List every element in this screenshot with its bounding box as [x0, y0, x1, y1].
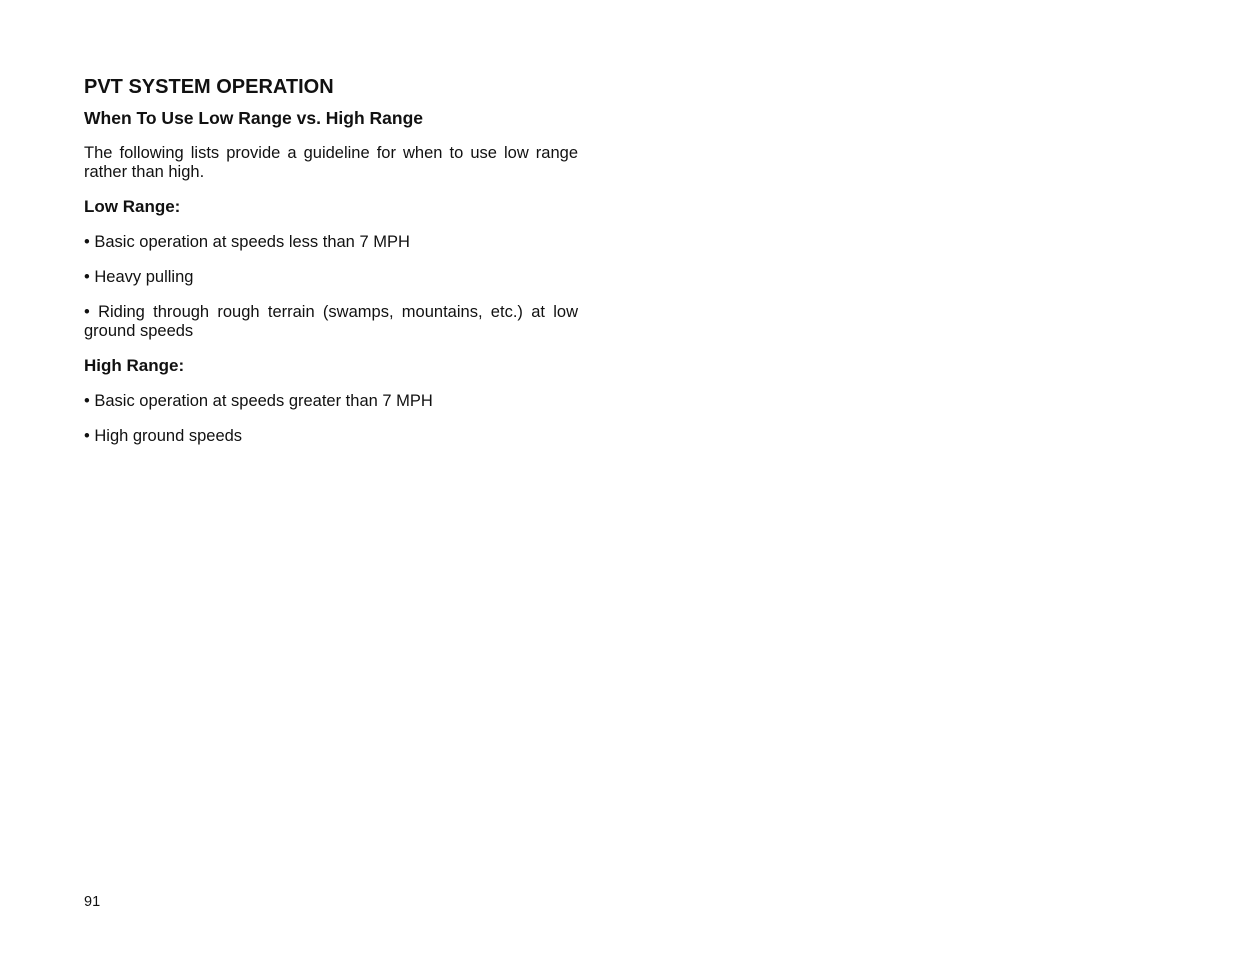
low-range-item-3: • Riding through rough terrain (swamps, mountains, etc.) at low ground speeds: [84, 303, 578, 340]
low-range-item-2: • Heavy pulling: [84, 268, 194, 286]
low-range-item-1: • Basic operation at speeds less than 7 MPH: [84, 233, 410, 251]
high-range-label: High Range:: [84, 356, 185, 375]
page-number: 91: [84, 894, 101, 910]
high-range-item-1: • Basic operation at speeds greater than 7 MPH: [84, 392, 433, 410]
intro-paragraph: The following lists provide a guideline for when to use low range rather than high.: [84, 144, 578, 181]
section-title: PVT SYSTEM OPERATION: [84, 76, 334, 98]
section-subtitle: When To Use Low Range vs. High Range: [84, 108, 424, 128]
text-column: [84, 74, 578, 446]
high-range-item-2: • High ground speeds: [84, 427, 243, 445]
low-range-label: Low Range:: [84, 197, 181, 216]
